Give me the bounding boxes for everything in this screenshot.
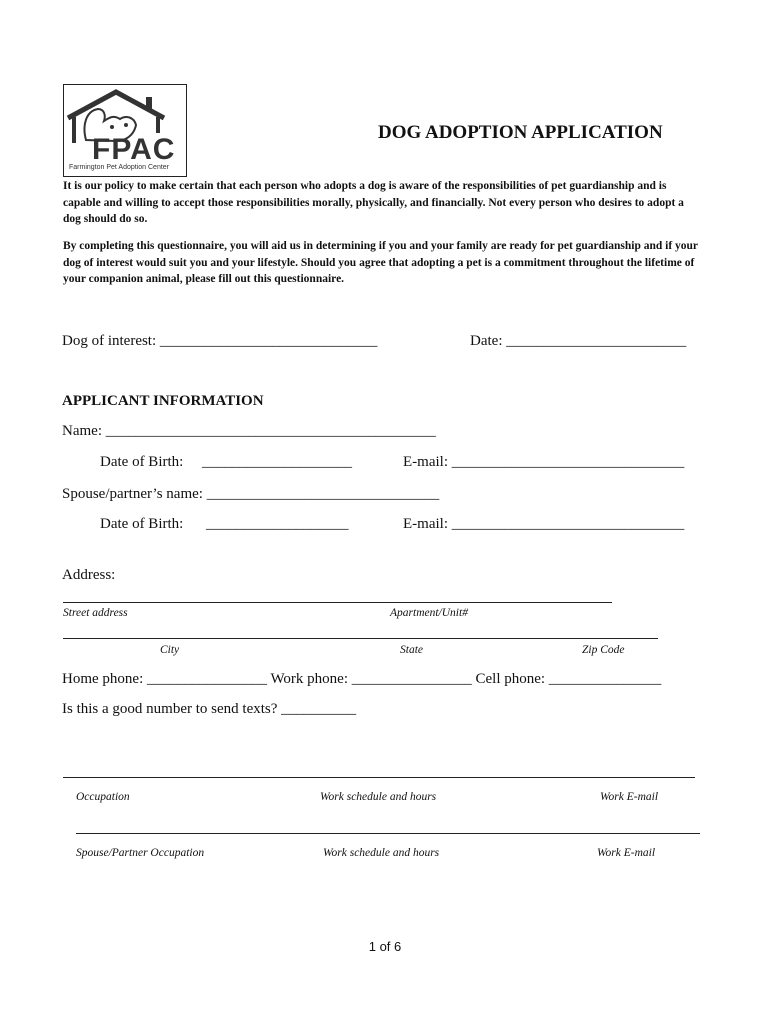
- spouse-work-schedule-caption: Work schedule and hours: [323, 847, 440, 859]
- work-schedule-caption: Work schedule and hours: [320, 791, 437, 803]
- address-label: Address:: [62, 567, 116, 583]
- zip-caption: Zip Code: [582, 644, 625, 656]
- spouse-dob-field[interactable]: ___________________: [206, 516, 349, 532]
- intro-paragraph-1: It is our policy to make certain that each person who adopts a dog is aware of the responsibilities of pet guardianship and is capable and willing to accept those responsibilities morally, physically, and financially. Not every person who desires to adopt a dog should do so.: [63, 180, 684, 225]
- city-caption: City: [160, 644, 180, 656]
- page-title: DOG ADOPTION APPLICATION: [378, 122, 663, 143]
- name-field[interactable]: Name: ____________________________________________: [62, 423, 436, 439]
- spouse-dob-label: Date of Birth:: [100, 516, 184, 532]
- dob-label: Date of Birth:: [100, 454, 184, 470]
- spouse-work-email-caption: Work E-mail: [597, 847, 656, 859]
- dog-of-interest-field[interactable]: Dog of interest: _____________________________: [62, 333, 378, 349]
- work-email-caption: Work E-mail: [600, 791, 659, 803]
- occupation-line[interactable]: [63, 777, 695, 778]
- date-field[interactable]: Date: ________________________: [470, 333, 687, 349]
- dob-field[interactable]: ____________________: [202, 454, 352, 470]
- spouse-email-field[interactable]: E-mail: _______________________________: [403, 516, 685, 532]
- intro-paragraph-2: By completing this questionnaire, you will aid us in determining if you and your family are ready for pet guardianship and if your dog of interest would suit you and your lifestyle. Should you agree that adopting a pet is a commitment throughout the lifetime of your companion animal, please fill out this questionnaire.: [63, 240, 698, 285]
- fpac-logo: [63, 84, 187, 177]
- occupation-caption: Occupation: [76, 791, 130, 803]
- logo-abbreviation: FPAC: [92, 133, 176, 166]
- street-address-line[interactable]: [63, 602, 612, 603]
- spouse-occupation-line[interactable]: [76, 833, 700, 834]
- logo-full-name: Farmington Pet Adoption Center: [69, 164, 170, 171]
- street-address-caption: Street address: [63, 607, 128, 619]
- email-field[interactable]: E-mail: _______________________________: [403, 454, 685, 470]
- unit-caption: Apartment/Unit#: [390, 607, 468, 619]
- state-caption: State: [400, 644, 423, 656]
- spouse-occupation-caption: Spouse/Partner Occupation: [76, 847, 205, 859]
- phone-fields[interactable]: Home phone: ________________ Work phone: ________________ Cell phone: _______________: [62, 671, 662, 687]
- city-state-zip-line[interactable]: [63, 638, 658, 639]
- page-number: 1 of 6: [368, 939, 402, 954]
- texts-question-field[interactable]: Is this a good number to send texts? __________: [62, 701, 357, 717]
- applicant-information-heading: APPLICANT INFORMATION: [62, 393, 264, 409]
- spouse-name-field[interactable]: Spouse/partner’s name: _______________________________: [62, 486, 440, 502]
